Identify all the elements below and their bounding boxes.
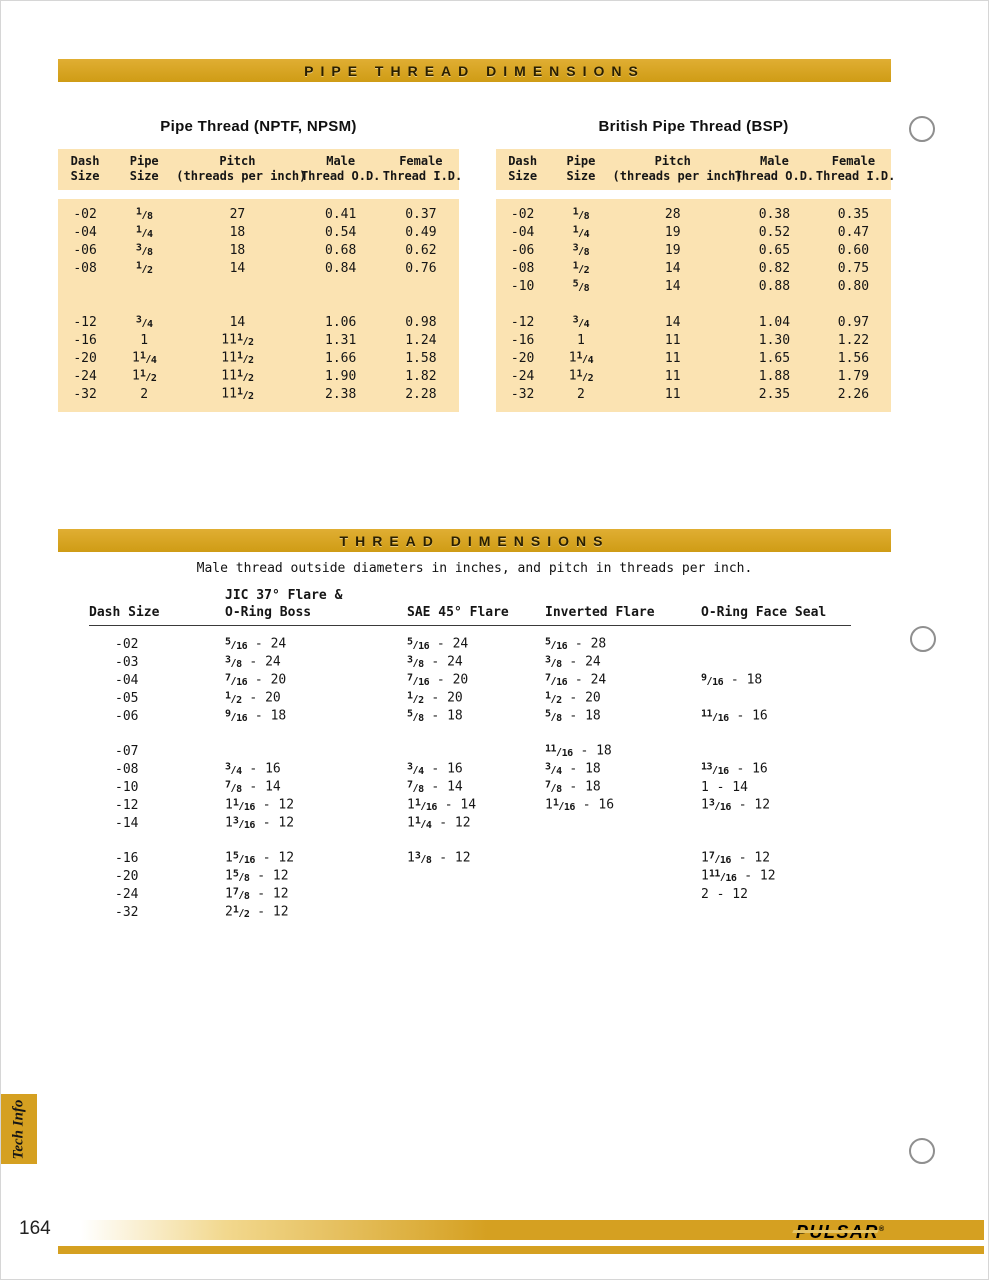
thread-dimensions-subtitle: Male thread outside diameters in inches, and pitch in threads per inch. bbox=[196, 561, 753, 576]
table-cell: 1.88 bbox=[758, 368, 791, 384]
table-row bbox=[496, 277, 891, 295]
table-row bbox=[58, 223, 459, 241]
table-cell: 1/2 - 20 bbox=[225, 690, 281, 706]
table-cell: 111/2 bbox=[221, 332, 254, 348]
table-cell: -04 bbox=[73, 224, 97, 240]
table-row bbox=[496, 349, 891, 367]
table-cell: 27 bbox=[229, 206, 246, 222]
table-cell: 1.58 bbox=[405, 350, 437, 366]
logo-stripe bbox=[792, 1230, 878, 1233]
table-cell: 7/16 - 20 bbox=[225, 672, 287, 688]
group-gap bbox=[496, 295, 891, 313]
table-cell: -06 bbox=[115, 708, 139, 724]
table-cell: 1.65 bbox=[758, 350, 791, 366]
table-cell: 11/16 - 18 bbox=[545, 743, 612, 759]
table-cell: 0.68 bbox=[325, 242, 357, 258]
table-cell: 1/2 - 20 bbox=[545, 690, 601, 706]
table-cell: 2 - 12 bbox=[701, 886, 748, 902]
table-cell: -16 bbox=[73, 332, 97, 348]
tech-info-tab bbox=[1, 1094, 37, 1164]
table-cell: 2.35 bbox=[758, 386, 791, 402]
table-cell: 19 bbox=[664, 242, 681, 258]
table-cell: -12 bbox=[510, 314, 535, 330]
table-cell: 1 bbox=[576, 332, 585, 348]
table-body bbox=[89, 626, 851, 921]
table-row bbox=[496, 259, 891, 277]
binder-hole-icon bbox=[909, 1138, 935, 1164]
table-cell: 1/8 bbox=[572, 206, 590, 222]
table-cell: 3/4 - 16 bbox=[407, 761, 463, 777]
table-cell: 1.04 bbox=[758, 314, 791, 330]
table-row bbox=[89, 707, 851, 725]
table-cell: -08 bbox=[510, 260, 535, 276]
table-cell: 3/4 bbox=[572, 314, 590, 330]
table-cell: 11/16 - 16 bbox=[701, 708, 768, 724]
table-row bbox=[496, 313, 891, 331]
table-cell: 14 bbox=[664, 260, 681, 276]
table-cell: 5/8 bbox=[572, 278, 590, 294]
table-cell: 11/2 bbox=[568, 368, 594, 384]
column-header: Inverted Flare bbox=[545, 605, 655, 620]
footer-gold-strip bbox=[58, 1246, 984, 1254]
table-cell: 11/16 - 14 bbox=[407, 797, 477, 813]
table-cell: 13/16 - 12 bbox=[225, 815, 295, 831]
group-gap bbox=[58, 277, 459, 313]
table-cell: 5/8 - 18 bbox=[545, 708, 601, 724]
table-cell: 3/8 - 24 bbox=[545, 654, 601, 670]
table-cell: 17/8 - 12 bbox=[225, 886, 289, 902]
registered-mark: ® bbox=[878, 1226, 884, 1233]
table-cell: 0.37 bbox=[405, 206, 437, 222]
table-cell: 1 - 14 bbox=[701, 779, 748, 795]
table-cell: -24 bbox=[510, 368, 535, 384]
table-cell: -24 bbox=[73, 368, 97, 384]
table-cell: -08 bbox=[73, 260, 97, 276]
table-cell: 11/16 - 12 bbox=[225, 797, 295, 813]
table-cell: -06 bbox=[73, 242, 97, 258]
table-cell: -10 bbox=[115, 779, 139, 795]
table-cell: 18 bbox=[229, 242, 246, 258]
table-row bbox=[89, 903, 851, 921]
table-cell: 2 bbox=[140, 386, 149, 402]
column-header: Male Thread O.D. bbox=[734, 154, 815, 183]
table-row bbox=[89, 814, 851, 832]
table-cell: 1.79 bbox=[837, 368, 870, 384]
page-number: 164 bbox=[19, 1218, 51, 1239]
table-row bbox=[496, 241, 891, 259]
table-cell: 3/4 - 16 bbox=[225, 761, 281, 777]
table-cell: 14 bbox=[229, 260, 246, 276]
table-cell: 5/16 - 24 bbox=[407, 636, 469, 652]
table-cell: -04 bbox=[115, 672, 139, 688]
table-row bbox=[89, 635, 851, 653]
column-header: SAE 45° Flare bbox=[407, 605, 509, 620]
nptf-npsm-table bbox=[58, 149, 463, 412]
table-cell: 0.75 bbox=[837, 260, 870, 276]
table-cell: 11/16 - 16 bbox=[545, 797, 615, 813]
table-row bbox=[496, 205, 891, 223]
table-body bbox=[496, 199, 891, 412]
table-cell: 3/8 bbox=[135, 242, 153, 258]
table-cell: 1.30 bbox=[758, 332, 791, 348]
table-cell: 7/8 - 18 bbox=[545, 779, 601, 795]
table-row bbox=[58, 367, 459, 385]
table-cell: 0.41 bbox=[325, 206, 357, 222]
table-cell: -24 bbox=[115, 886, 139, 902]
table-cell: -20 bbox=[73, 350, 97, 366]
table-cell: 3/8 - 24 bbox=[225, 654, 281, 670]
table-cell: 7/8 - 14 bbox=[407, 779, 463, 795]
bsp-table-title: British Pipe Thread (BSP) bbox=[598, 118, 789, 135]
table-row bbox=[58, 331, 459, 349]
table-cell: 15/16 - 12 bbox=[225, 850, 295, 866]
table-cell: 1/8 bbox=[135, 206, 153, 222]
table-cell: -32 bbox=[510, 386, 535, 402]
table-cell: 2 bbox=[576, 386, 585, 402]
table-cell: 1/2 bbox=[135, 260, 153, 276]
table-cell: 0.88 bbox=[758, 278, 791, 294]
table-cell: 18 bbox=[229, 224, 246, 240]
column-header: Female Thread I.D. bbox=[815, 154, 896, 183]
table-row bbox=[89, 867, 851, 885]
table-cell: 14 bbox=[664, 314, 681, 330]
table-cell: 0.54 bbox=[325, 224, 357, 240]
table-cell: -32 bbox=[115, 904, 139, 920]
table-header-row bbox=[58, 149, 463, 190]
table-cell: 1.24 bbox=[405, 332, 437, 348]
table-cell: 5/16 - 24 bbox=[225, 636, 287, 652]
table-cell: 11/4 bbox=[131, 350, 157, 366]
table-cell: 28 bbox=[664, 206, 681, 222]
table-cell: 19 bbox=[664, 224, 681, 240]
table-row bbox=[58, 241, 459, 259]
table-header-row bbox=[89, 587, 851, 626]
table-cell: 13/16 - 12 bbox=[701, 797, 771, 813]
table-cell: 11/4 bbox=[568, 350, 594, 366]
table-header-row bbox=[496, 149, 896, 190]
table-cell: 1.22 bbox=[837, 332, 870, 348]
table-cell: 0.65 bbox=[758, 242, 791, 258]
column-header: Pipe Size bbox=[566, 154, 596, 183]
table-cell: -02 bbox=[73, 206, 97, 222]
table-cell: -16 bbox=[115, 850, 139, 866]
nptf-npsm-table-title: Pipe Thread (NPTF, NPSM) bbox=[160, 118, 357, 135]
table-cell: 0.60 bbox=[837, 242, 870, 258]
table-cell: 0.84 bbox=[325, 260, 357, 276]
column-header: Dash Size bbox=[508, 154, 538, 183]
table-cell: 0.80 bbox=[837, 278, 870, 294]
table-row bbox=[89, 778, 851, 796]
table-cell: 2.26 bbox=[837, 386, 870, 402]
table-cell: 7/8 - 14 bbox=[225, 779, 281, 795]
table-cell: 1.66 bbox=[325, 350, 357, 366]
table-cell: -06 bbox=[510, 242, 535, 258]
table-cell: -16 bbox=[510, 332, 535, 348]
bsp-table bbox=[496, 149, 896, 412]
table-cell: 1.06 bbox=[325, 314, 357, 330]
table-cell: 3/8 bbox=[572, 242, 590, 258]
table-cell: -10 bbox=[510, 278, 535, 294]
table-row bbox=[58, 205, 459, 223]
group-gap bbox=[89, 832, 851, 849]
table-row bbox=[89, 885, 851, 903]
table-cell: 17/16 - 12 bbox=[701, 850, 771, 866]
thread-dimensions-table bbox=[89, 587, 851, 921]
table-cell: -20 bbox=[510, 350, 535, 366]
table-cell: 3/4 - 18 bbox=[545, 761, 601, 777]
table-cell: 3/4 bbox=[135, 314, 153, 330]
binder-hole-icon bbox=[909, 116, 935, 142]
table-cell: -12 bbox=[115, 797, 139, 813]
column-header: Female Thread I.D. bbox=[382, 154, 463, 183]
table-cell: -02 bbox=[510, 206, 535, 222]
table-cell: 5/16 - 28 bbox=[545, 636, 607, 652]
table-row bbox=[496, 331, 891, 349]
table-cell: 0.76 bbox=[405, 260, 437, 276]
table-row bbox=[58, 259, 459, 277]
table-cell: 0.62 bbox=[405, 242, 437, 258]
table-row bbox=[58, 385, 459, 403]
table-cell: -12 bbox=[73, 314, 97, 330]
table-row bbox=[89, 653, 851, 671]
table-cell: 111/16 - 12 bbox=[701, 868, 776, 884]
group-gap bbox=[89, 725, 851, 742]
table-cell: 2.28 bbox=[405, 386, 437, 402]
table-cell: 111/2 bbox=[221, 350, 254, 366]
thread-dimensions-banner: THREAD DIMENSIONS bbox=[58, 529, 891, 552]
tech-info-tab-label: Tech Info bbox=[10, 1099, 27, 1159]
table-cell: 11 bbox=[664, 368, 681, 384]
table-row bbox=[496, 367, 891, 385]
table-cell: -32 bbox=[73, 386, 97, 402]
table-cell: 3/8 - 24 bbox=[407, 654, 463, 670]
column-header: Male Thread O.D. bbox=[300, 154, 381, 183]
table-cell: -02 bbox=[115, 636, 139, 652]
pulsar-logo bbox=[796, 1222, 884, 1243]
table-cell: 13/16 - 16 bbox=[701, 761, 768, 777]
table-row bbox=[89, 742, 851, 760]
pipe-thread-dimensions-banner: PIPE THREAD DIMENSIONS bbox=[58, 59, 891, 82]
table-cell: 0.82 bbox=[758, 260, 791, 276]
table-cell: 5/8 - 18 bbox=[407, 708, 463, 724]
table-cell: 11 bbox=[664, 386, 681, 402]
table-cell: 11 bbox=[664, 350, 681, 366]
table-cell: 2.38 bbox=[325, 386, 357, 402]
table-cell: 11/4 - 12 bbox=[407, 815, 471, 831]
table-cell: 1.90 bbox=[325, 368, 357, 384]
table-cell: 9/16 - 18 bbox=[701, 672, 763, 688]
table-cell: -07 bbox=[115, 743, 139, 759]
table-cell: 0.47 bbox=[837, 224, 870, 240]
table-cell: -14 bbox=[115, 815, 139, 831]
column-header: JIC 37° Flare & O-Ring Boss bbox=[225, 588, 343, 620]
table-cell: 11/2 bbox=[131, 368, 157, 384]
table-cell: -03 bbox=[115, 654, 139, 670]
table-cell: 1/4 bbox=[135, 224, 153, 240]
table-cell: 7/16 - 20 bbox=[407, 672, 469, 688]
table-row bbox=[496, 223, 891, 241]
table-cell: 0.49 bbox=[405, 224, 437, 240]
table-cell: -08 bbox=[115, 761, 139, 777]
table-cell: 0.52 bbox=[758, 224, 791, 240]
column-header: Dash Size bbox=[89, 605, 160, 620]
column-header: Pitch (threads per inch) bbox=[176, 154, 307, 183]
table-cell: 1.56 bbox=[837, 350, 870, 366]
table-cell: -04 bbox=[510, 224, 535, 240]
table-cell: 9/16 - 18 bbox=[225, 708, 287, 724]
table-cell: 14 bbox=[229, 314, 246, 330]
column-header: Pipe Size bbox=[129, 154, 159, 183]
binder-hole-icon bbox=[910, 626, 936, 652]
table-cell: 13/8 - 12 bbox=[407, 850, 471, 866]
table-row bbox=[89, 796, 851, 814]
table-cell: 111/2 bbox=[221, 368, 254, 384]
column-header: Dash Size bbox=[70, 154, 100, 183]
table-cell: 1/2 - 20 bbox=[407, 690, 463, 706]
table-cell: 111/2 bbox=[221, 386, 254, 402]
table-cell: 1/4 bbox=[572, 224, 590, 240]
table-cell: 15/8 - 12 bbox=[225, 868, 289, 884]
table-cell: 0.98 bbox=[405, 314, 437, 330]
table-cell: 0.35 bbox=[837, 206, 870, 222]
table-cell: -05 bbox=[115, 690, 139, 706]
table-row bbox=[89, 760, 851, 778]
table-cell: 14 bbox=[664, 278, 681, 294]
table-row bbox=[58, 349, 459, 367]
table-row bbox=[89, 689, 851, 707]
table-cell: 1.82 bbox=[405, 368, 437, 384]
table-cell: 1 bbox=[140, 332, 149, 348]
table-row bbox=[89, 671, 851, 689]
column-header: Pitch (threads per inch) bbox=[612, 154, 743, 183]
table-cell: 11 bbox=[664, 332, 681, 348]
table-cell: 7/16 - 24 bbox=[545, 672, 607, 688]
table-cell: 0.38 bbox=[758, 206, 791, 222]
table-row bbox=[496, 385, 891, 403]
table-row bbox=[89, 849, 851, 867]
table-row bbox=[58, 313, 459, 331]
column-header: O-Ring Face Seal bbox=[701, 605, 827, 620]
table-body bbox=[58, 199, 459, 412]
table-cell: 0.97 bbox=[837, 314, 870, 330]
table-cell: 1/2 bbox=[572, 260, 590, 276]
table-cell: -20 bbox=[115, 868, 139, 884]
table-cell: 21/2 - 12 bbox=[225, 904, 289, 920]
table-cell: 1.31 bbox=[325, 332, 357, 348]
